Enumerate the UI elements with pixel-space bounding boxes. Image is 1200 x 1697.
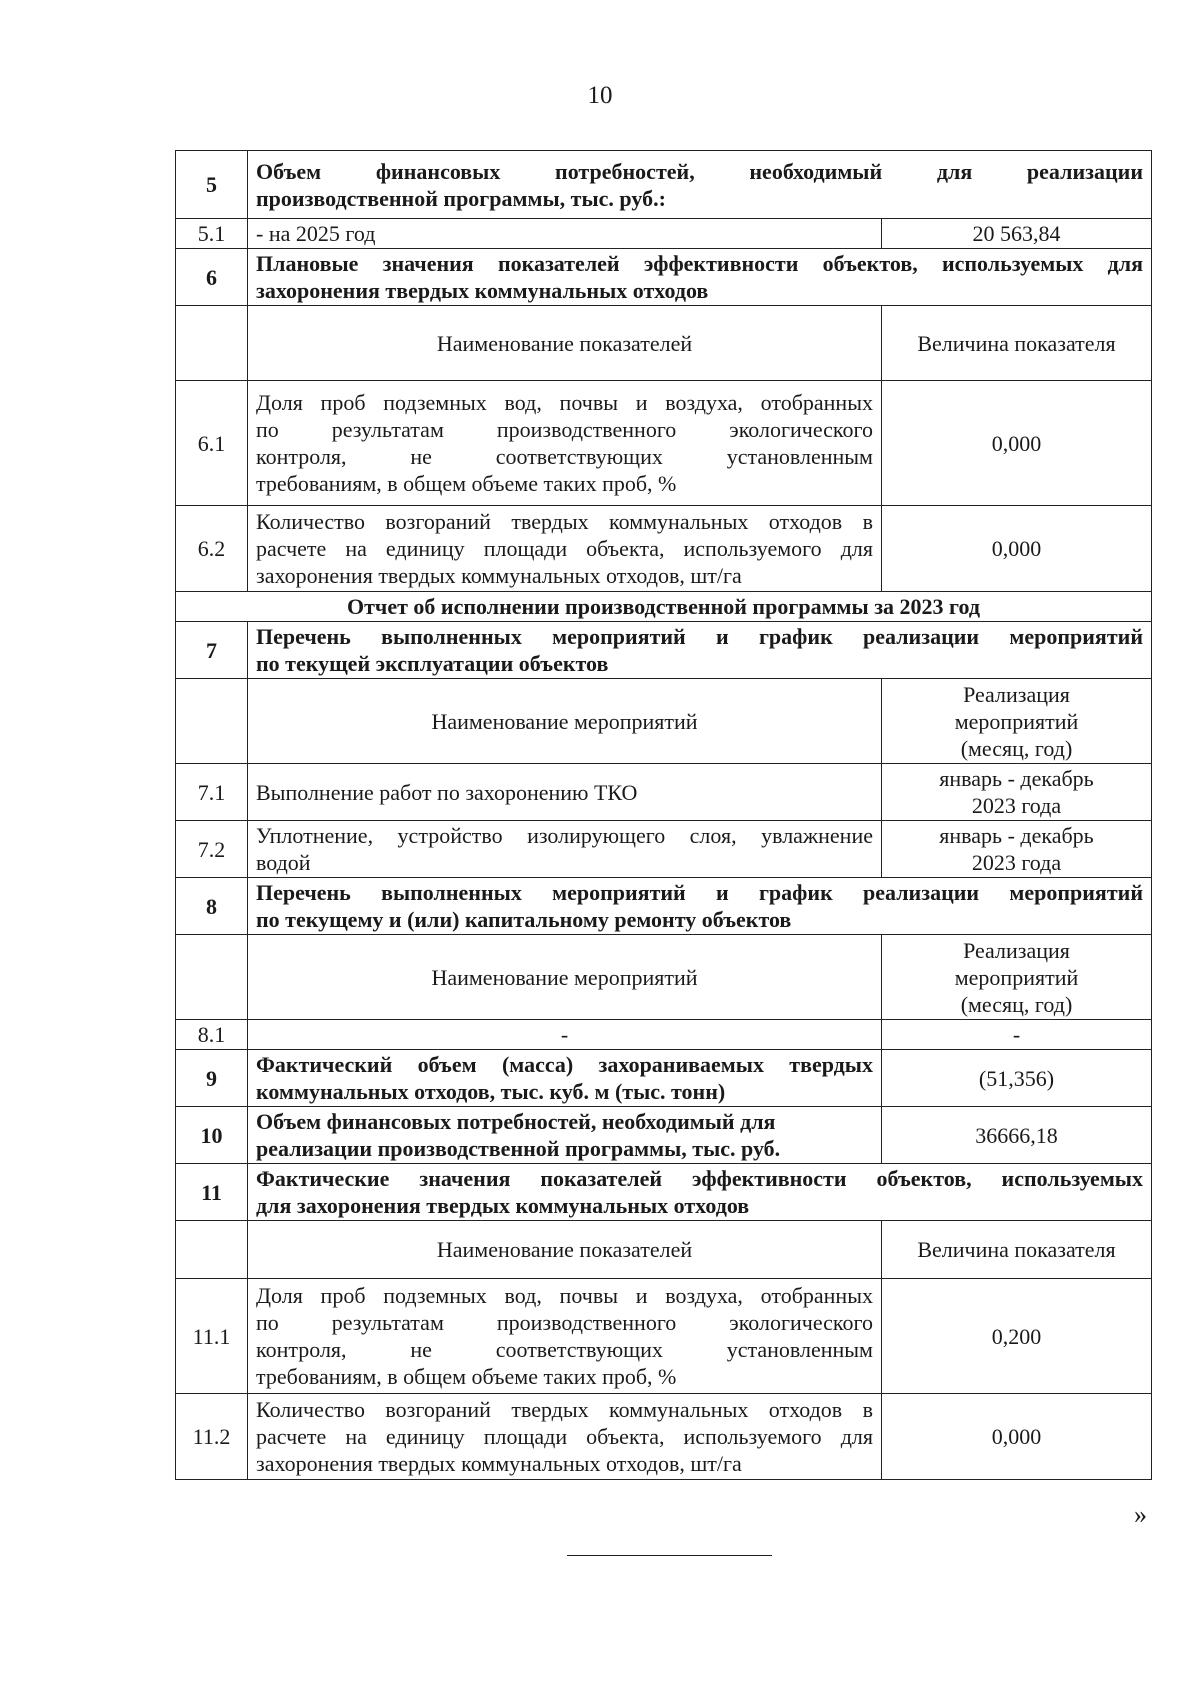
label-line: Доля проб подземных вод, почвы и воздуха, отобранных: [256, 1283, 873, 1308]
empty-cell: [176, 1221, 248, 1279]
row-label: Выполнение работ по захоронению ТКО: [248, 764, 882, 821]
table-row-7-1: [176, 764, 1152, 821]
table-row-5-1: [176, 219, 1152, 249]
label-line: Уплотнение, устройство изолирующего слоя, увлажнение: [256, 823, 873, 848]
label-line: по результатам производственного экологического: [256, 417, 873, 442]
row-number: 8: [176, 878, 248, 935]
row-number: 8.1: [176, 1020, 248, 1050]
label-line: расчете на единицу площади объекта, используемого для: [256, 1424, 873, 1449]
table-row-11-2: [176, 1394, 1152, 1480]
column-header-value: [881, 935, 1151, 1020]
value-line: январь - декабрь: [939, 823, 1094, 848]
section-title: [248, 1164, 1152, 1221]
row-number: 9: [176, 1050, 248, 1107]
empty-cell: [176, 679, 248, 764]
table-row-8: [176, 878, 1152, 935]
row-number: 5.1: [176, 219, 248, 249]
row-number: 11.1: [176, 1279, 248, 1394]
label-line: Объем финансовых потребностей, необходимый для: [256, 1109, 776, 1134]
row-label: [248, 1107, 882, 1164]
column-header-name: Наименование показателей: [248, 1221, 882, 1279]
label-line: контроля, не соответствующих установленным: [256, 444, 873, 469]
column-header-value: Величина показателя: [881, 1221, 1151, 1279]
column-header-value: [881, 679, 1151, 764]
title-line: по текущему и (или) капитальному ремонту объектов: [256, 907, 792, 932]
row-label: [248, 381, 882, 506]
table-row-6-2: [176, 506, 1152, 592]
table-header-row: [176, 306, 1152, 381]
row-value: 0,000: [881, 1394, 1151, 1480]
row-label: [248, 821, 882, 878]
page-number: 10: [587, 82, 613, 109]
row-number: 7.2: [176, 821, 248, 878]
label-line: Количество возгораний твердых коммунальных отходов в: [256, 1397, 873, 1422]
label-line: Доля проб подземных вод, почвы и воздуха, отобранных: [256, 390, 873, 415]
row-value: 0,000: [881, 381, 1151, 506]
section-title: [248, 622, 1152, 679]
row-number: 6.2: [176, 506, 248, 592]
row-value: (51,356): [881, 1050, 1151, 1107]
title-line: для захоронения твердых коммунальных отходов: [256, 1193, 750, 1218]
label-line: по результатам производственного экологического: [256, 1310, 873, 1335]
empty-cell: [176, 935, 248, 1020]
row-label: - на 2025 год: [248, 219, 882, 249]
column-header-name: Наименование показателей: [248, 306, 882, 381]
table-header-row: [176, 679, 1152, 764]
label-line: контроля, не соответствующих установленным: [256, 1337, 873, 1362]
empty-cell: [176, 306, 248, 381]
row-number: 10: [176, 1107, 248, 1164]
column-header-name: Наименование мероприятий: [248, 935, 882, 1020]
table-row-6: [176, 249, 1152, 306]
label-line: реализации производственной программы, тыс. руб.: [256, 1136, 781, 1161]
row-number: 7.1: [176, 764, 248, 821]
table-header-row: [176, 935, 1152, 1020]
table-row-7: [176, 622, 1152, 679]
row-value: 36666,18: [881, 1107, 1151, 1164]
row-number: 11: [176, 1164, 248, 1221]
header-line: мероприятий: [954, 964, 1079, 990]
table-row-11-1: [176, 1279, 1152, 1394]
table-row-10: [176, 1107, 1152, 1164]
label-line: коммунальных отходов, тыс. куб. м (тыс. тонн): [256, 1079, 726, 1104]
closing-quote: »: [1134, 1500, 1147, 1529]
value-line: январь - декабрь: [939, 766, 1094, 791]
title-line: по текущей эксплуатации объектов: [256, 651, 609, 676]
row-value: 0,200: [881, 1279, 1151, 1394]
label-line: требованиям, в общем объеме таких проб, %: [256, 1364, 677, 1389]
column-header-value: Величина показателя: [881, 306, 1151, 381]
table-row-8-1: [176, 1020, 1152, 1050]
label-line: расчете на единицу площади объекта, используемого для: [256, 536, 873, 561]
header-line: (месяц, год): [960, 991, 1073, 1017]
label-line: требованиям, в общем объеме таких проб, %: [256, 471, 677, 496]
row-number: 5: [176, 151, 248, 219]
title-line: Перечень выполненных мероприятий и график реализации мероприятий: [256, 880, 1143, 905]
table-row-9: [176, 1050, 1152, 1107]
row-value: [881, 821, 1151, 878]
column-header-name: Наименование мероприятий: [248, 679, 882, 764]
value-line: 2023 года: [971, 793, 1062, 818]
table-row-5: [176, 151, 1152, 219]
header-line: (месяц, год): [960, 735, 1073, 761]
title-line: захоронения твердых коммунальных отходов: [256, 278, 709, 303]
label-line: захоронения твердых коммунальных отходов, шт/га: [256, 1451, 742, 1476]
row-label: -: [248, 1020, 882, 1050]
table-row-7-2: [176, 821, 1152, 878]
title-line: Плановые значения показателей эффективности объектов, используемых для: [256, 251, 1143, 276]
row-label: [248, 506, 882, 592]
header-line: мероприятий: [954, 708, 1079, 734]
table-row-6-1: [176, 381, 1152, 506]
table-row-11: [176, 1164, 1152, 1221]
row-value: [881, 764, 1151, 821]
section-title: [248, 878, 1152, 935]
label-line: Количество возгораний твердых коммунальных отходов в: [256, 509, 873, 534]
header-line: Реализация: [963, 681, 1070, 707]
row-value: 20 563,84: [881, 219, 1151, 249]
value-line: 2023 года: [971, 850, 1062, 875]
bottom-divider: [567, 1555, 772, 1556]
label-line: водой: [256, 850, 311, 875]
title-line: Перечень выполненных мероприятий и график реализации мероприятий: [256, 624, 1143, 649]
program-table: [175, 150, 1152, 1480]
row-label: [248, 1279, 882, 1394]
row-label: [248, 1394, 882, 1480]
title-line: производственной программы, тыс. руб.:: [256, 185, 666, 211]
title-line: Фактические значения показателей эффективности объектов, используемых: [256, 1166, 1143, 1191]
header-line: Реализация: [963, 937, 1070, 963]
row-label: [248, 1050, 882, 1107]
row-number: 6: [176, 249, 248, 306]
section-title: [248, 151, 1152, 219]
table-header-row: [176, 1221, 1152, 1279]
label-line: захоронения твердых коммунальных отходов, шт/га: [256, 563, 742, 588]
title-line: Объем финансовых потребностей, необходимый для реализации: [256, 158, 1143, 184]
report-heading: Отчет об исполнении производственной программы за 2023 год: [176, 592, 1152, 622]
report-heading-row: [176, 592, 1152, 622]
row-number: 6.1: [176, 381, 248, 506]
row-number: 11.2: [176, 1394, 248, 1480]
row-number: 7: [176, 622, 248, 679]
label-line: Фактический объем (масса) захораниваемых твердых: [256, 1052, 873, 1077]
row-value: 0,000: [881, 506, 1151, 592]
row-value: -: [881, 1020, 1151, 1050]
section-title: [248, 249, 1152, 306]
